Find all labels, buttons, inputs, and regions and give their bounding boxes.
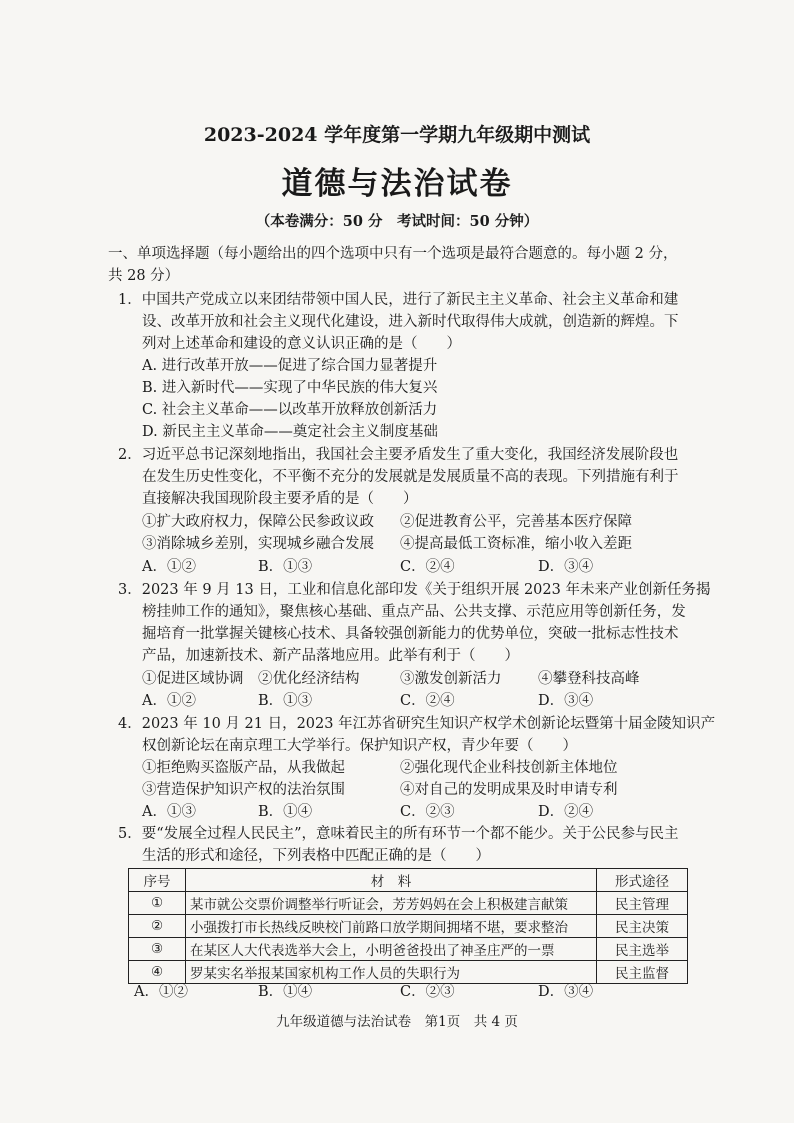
table-header-cell: 材 料 <box>186 869 597 892</box>
question-4-statement-4: ④对自己的发明成果及时申请专利 <box>400 782 618 798</box>
question-5-option-b: B．①④ <box>258 984 313 1000</box>
table-header-cell: 序号 <box>129 869 186 892</box>
question-1-option-b: B. 进入新时代——实现了中华民族的伟大复兴 <box>142 380 438 396</box>
question-2-option-c: C．②④ <box>400 559 455 575</box>
question-2-statement-1: ①扩大政府权力，保障公民参政议政 <box>142 514 374 530</box>
table-cell: 罗某实名举报某国家机构工作人员的失职行为 <box>186 961 597 984</box>
question-3-option-c: C．②④ <box>400 693 455 709</box>
question-3-statement-4: ④攀登科技高峰 <box>538 671 640 687</box>
page-footer: 九年级道德与法治试卷 第1页 共 4 页 <box>276 1014 518 1030</box>
table-row <box>129 938 688 961</box>
table-row <box>129 892 688 915</box>
question-2-option-b: B．①③ <box>258 559 313 575</box>
question-1-line: 1．中国共产党成立以来团结带领中国人民，进行了新民主主义革命、社会主义革命和建 <box>118 292 679 308</box>
table-cell: 民主管理 <box>597 892 688 915</box>
materials-table <box>128 868 688 984</box>
table-cell: ① <box>129 892 186 915</box>
table-row <box>129 915 688 938</box>
question-4-line: 权创新论坛在南京理工大学举行。保护知识产权，青少年要（ ） <box>142 738 577 754</box>
subject-title: 道德与法治试卷 <box>281 166 513 202</box>
table-cell: ③ <box>129 938 186 961</box>
question-3-line: 产品，加速新技术、新产品落地应用。此举有利于（ ） <box>142 648 519 664</box>
exam-info: （本卷满分：50 分 考试时间：50 分钟） <box>255 213 539 230</box>
question-3-option-a: A．①② <box>142 693 196 709</box>
question-2-statement-3: ③消除城乡差别，实现城乡融合发展 <box>142 536 374 552</box>
question-2-option-d: D．③④ <box>538 559 594 575</box>
question-1-line: 列对上述革命和建设的意义认识正确的是（ ） <box>142 336 461 352</box>
question-3-line: 掘培育一批掌握关键核心技术、具备较强创新能力的优势单位，突破一批标志性技术 <box>142 626 679 642</box>
question-3-line: 3．2023 年 9 月 13 日，工业和信息化部印发《关于组织开展 2023 年未来产业创新任务揭 <box>118 582 711 598</box>
table-cell: ④ <box>129 961 186 984</box>
table-cell: 小强拨打市长热线反映校门前路口放学期间拥堵不堪，要求整治 <box>186 915 597 938</box>
table-cell: 民主选举 <box>597 938 688 961</box>
question-3-statement-2: ②优化经济结构 <box>258 671 360 687</box>
question-4-statement-2: ②强化现代企业科技创新主体地位 <box>400 760 618 776</box>
table-cell: 民主决策 <box>597 915 688 938</box>
question-5-option-c: C．②③ <box>400 984 455 1000</box>
question-5-option-a: A．①② <box>134 984 188 1000</box>
question-2-line: 2．习近平总书记深刻地指出，我国社会主要矛盾发生了重大变化，我国经济发展阶段也 <box>118 447 679 463</box>
question-2-statement-4: ④提高最低工资标准，缩小收入差距 <box>400 536 632 552</box>
table-cell: ② <box>129 915 186 938</box>
question-3-option-d: D．③④ <box>538 693 594 709</box>
question-3-statement-3: ③激发创新活力 <box>400 671 502 687</box>
table-cell: 在某区人大代表选举大会上，小明爸爸投出了神圣庄严的一票 <box>186 938 597 961</box>
question-5-line: 生活的形式和途径，下列表格中匹配正确的是（ ） <box>142 848 490 864</box>
table-header-row <box>129 869 688 892</box>
section-heading: 一、单项选择题（每小题给出的四个选项中只有一个选项是最符合题意的。每小题 2 分， <box>108 246 678 262</box>
question-4-statement-3: ③营造保护知识产权的法治氛围 <box>142 782 345 798</box>
table-header-cell: 形式途径 <box>597 869 688 892</box>
question-4-option-c: C．②③ <box>400 804 455 820</box>
table-cell: 民主监督 <box>597 961 688 984</box>
question-5-option-d: D．③④ <box>538 984 594 1000</box>
exam-title: 2023-2024 学年度第一学期九年级期中测试 <box>203 124 591 146</box>
question-2-option-a: A．①② <box>142 559 196 575</box>
question-1-option-d: D. 新民主主义革命——奠定社会主义制度基础 <box>142 424 438 440</box>
question-5-line: 5．要“发展全过程人民民主”，意味着民主的所有环节一个都不能少。关于公民参与民主 <box>118 826 679 842</box>
question-2-statement-2: ②促进教育公平，完善基本医疗保障 <box>400 514 632 530</box>
table-row <box>129 961 688 984</box>
question-3-line: 榜挂帅工作的通知》，聚焦核心基础、重点产品、公共支撑、示范应用等创新任务，发 <box>142 604 686 620</box>
section-heading-cont: 共 28 分） <box>108 268 180 284</box>
question-4-option-d: D．②④ <box>538 804 594 820</box>
question-2-line: 直接解决我国现阶段主要矛盾的是（ ） <box>142 491 418 507</box>
question-1-line: 设、改革开放和社会主义现代化建设，进入新时代取得伟大成就，创造新的辉煌。下 <box>142 314 679 330</box>
question-4-option-a: A．①③ <box>142 804 196 820</box>
question-4-option-b: B．①④ <box>258 804 313 820</box>
question-2-line: 在发生历史性变化，不平衡不充分的发展就是发展质量不高的表现。下列措施有利于 <box>142 469 679 485</box>
question-1-option-a: A. 进行改革开放——促进了综合国力显著提升 <box>142 358 438 374</box>
table-cell: 某市就公交票价调整举行听证会，芳芳妈妈在会上积极建言献策 <box>186 892 597 915</box>
question-4-line: 4．2023 年 10 月 21 日，2023 年江苏省研究生知识产权学术创新论坛暨第十届金陵知识产 <box>118 716 716 732</box>
question-3-option-b: B．①③ <box>258 693 313 709</box>
question-3-statement-1: ①促进区域协调 <box>142 671 244 687</box>
question-1-option-c: C. 社会主义革命——以改革开放释放创新活力 <box>142 402 438 418</box>
question-4-statement-1: ①拒绝购买盗版产品，从我做起 <box>142 760 345 776</box>
